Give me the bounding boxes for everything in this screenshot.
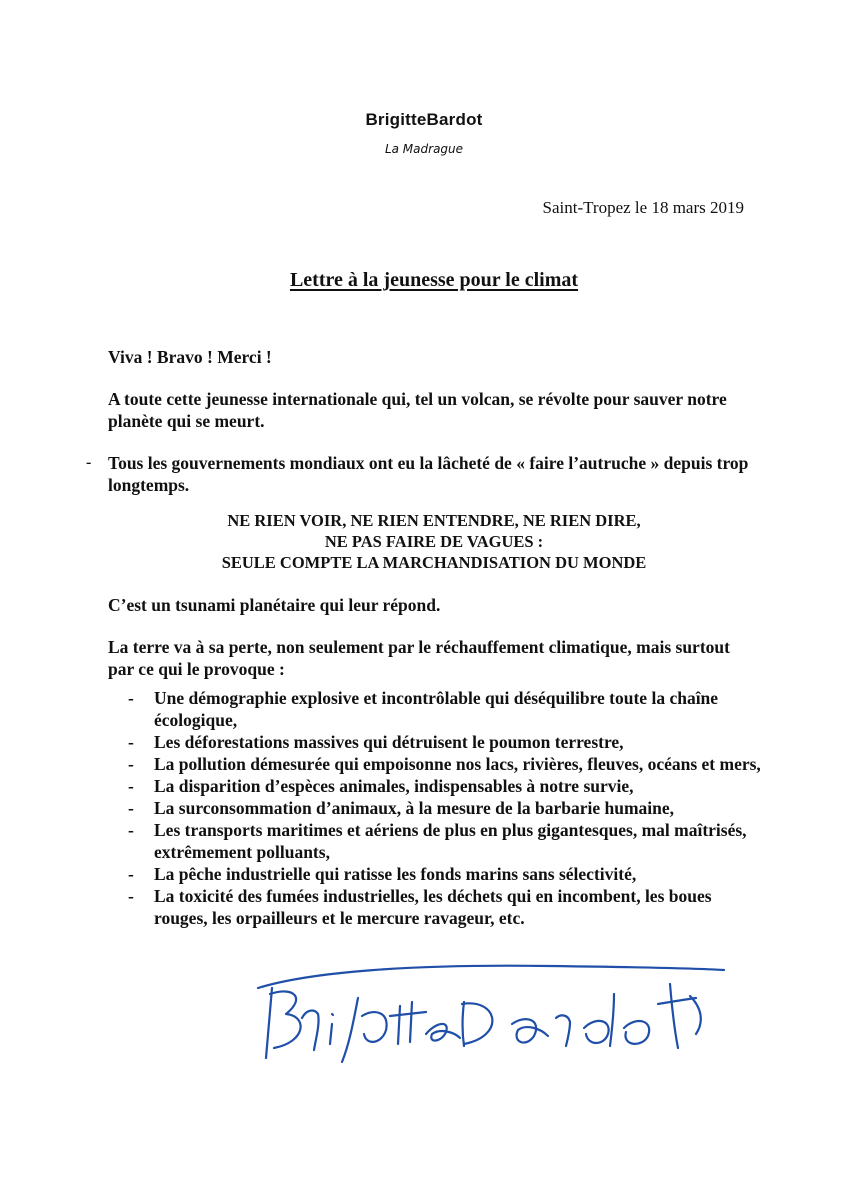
signature-stroke [362,1012,387,1042]
signature-stroke [658,998,696,1004]
paragraph-governments: Tous les gouvernements mondiaux ont eu la lâcheté de « faire l’autruche » depuis trop longtemps. [108,453,749,495]
signature-stroke [266,988,272,1058]
list-item [128,775,768,797]
signature-stroke [426,1024,460,1041]
signature-stroke [512,1019,548,1042]
signature-stroke [462,1003,492,1044]
signature-stroke [410,1002,412,1042]
list-item-text: La pollution démesurée qui empoisonne nos lacs, rivières, fleuves, océans et mers, [154,754,761,774]
list-item-text: La surconsommation d’animaux, à la mesure de la barbarie humaine, [154,798,675,818]
list-item [128,753,768,775]
list-dash: - [128,688,134,708]
signature-stroke [463,1002,465,1046]
paragraph-earth: La terre va à sa perte, non seulement par le réchauffement climatique, mais surtout par ce qui le provoque : [108,637,730,679]
signature-stroke [330,1024,332,1044]
list-item [128,863,768,885]
letter-title: Lettre à la jeunesse pour le climat [289,269,579,291]
signature-stroke [332,1014,333,1015]
slogan-block [0,510,848,573]
list-dash: - [128,776,134,796]
signature-stroke [584,1021,609,1043]
stray-mark: - [86,454,92,471]
signature-stroke [556,1015,570,1046]
signature-stroke [302,1011,319,1050]
signature-stroke [270,991,301,1048]
list-dash: - [128,732,134,752]
list-item [128,885,768,929]
date-line: Saint-Tropez le 18 mars 2019 [542,198,744,217]
list-dash: - [128,864,134,884]
slogan-line: NE PAS FAIRE DE VAGUES : [324,532,544,551]
signature-stroke [342,998,358,1062]
slogan-line: NE RIEN VOIR, NE RIEN ENTENDRE, NE RIEN DIRE, [227,511,641,530]
list-item [128,819,768,863]
list-dash: - [128,886,134,906]
list-item-text: La disparition d’espèces animales, indispensables à notre survie, [154,776,634,796]
paragraph-greeting: Viva ! Bravo ! Merci ! [108,347,272,367]
list-item-text: Une démographie explosive et incontrôlable qui déséquilibre toute la chaîne écologique, [154,688,719,730]
list-dash: - [128,820,134,840]
signature-stroke [390,1012,426,1016]
paragraph-tsunami: C’est un tsunami planétaire qui leur répond. [108,595,441,615]
list-item [128,731,768,753]
signature-stroke [258,966,724,988]
list-item-text: Les transports maritimes et aériens de plus en plus gigantesques, mal maîtrisés, extrêmement polluants, [154,820,747,862]
list-dash: - [128,754,134,774]
list-item-text: La pêche industrielle qui ratisse les fonds marins sans sélectivité, [154,864,637,884]
letterhead-subtitle: La Madrague [384,142,464,156]
list-dash: - [128,798,134,818]
signature-stroke [624,1021,649,1044]
list-item [128,797,768,819]
list-item-text: Les déforestations massives qui détruisent le poumon terrestre, [154,732,624,752]
slogan-line: SEULE COMPTE LA MARCHANDISATION DU MONDE [221,553,647,572]
signature-stroke [610,994,614,1046]
signature [250,958,730,1068]
paragraph-youth: A toute cette jeunesse internationale qui, tel un volcan, se révolte pour sauver notre planète qui se meurt. [108,389,727,431]
signature-stroke [398,1006,400,1044]
signature-stroke [670,984,678,1048]
letterhead-name: BrigitteBardot [365,110,483,129]
list-item-text: La toxicité des fumées industrielles, les déchets qui en incombent, les boues rouges, les orpailleurs et le mercure ravageur, etc. [154,886,712,928]
signature-stroke [690,996,701,1034]
list-item [128,687,768,731]
causes-list [128,687,768,929]
